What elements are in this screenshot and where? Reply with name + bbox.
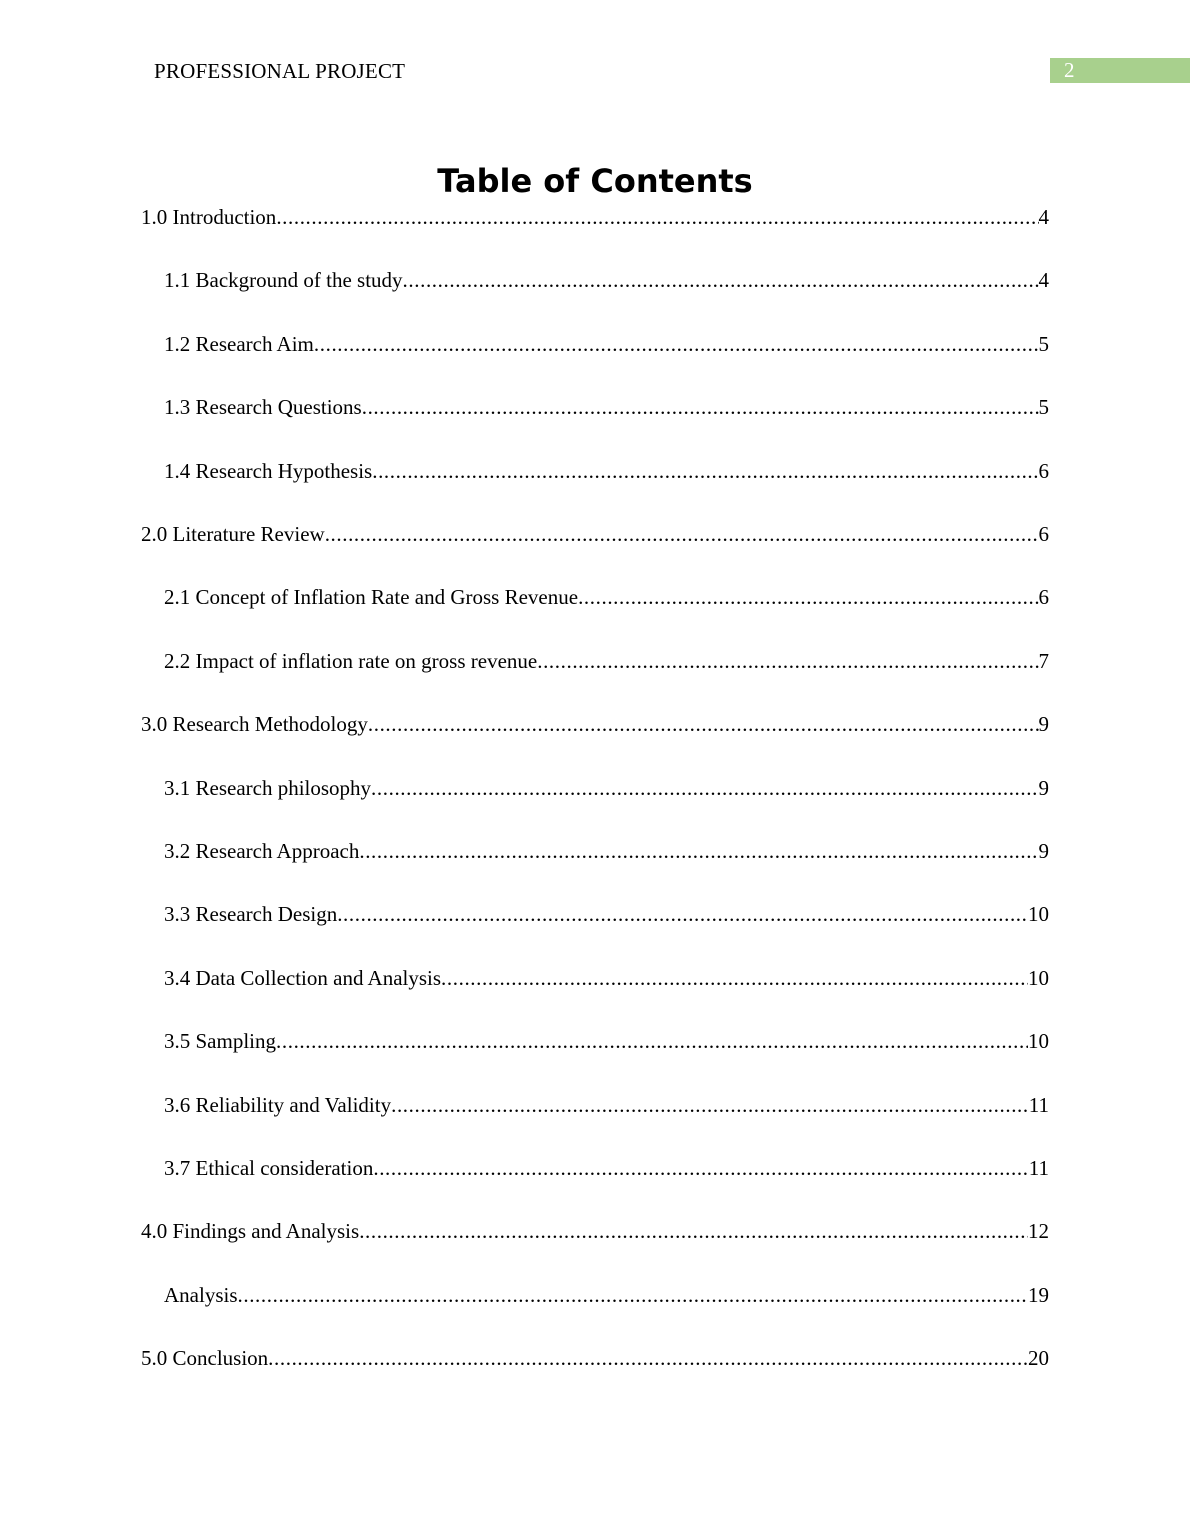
toc-entry-label: 3.6 Reliability and Validity <box>164 1093 392 1117</box>
toc-entry-page: 10 <box>1028 1029 1049 1053</box>
toc-entry[interactable] <box>0 1279 1190 1311</box>
toc-dot-leader <box>403 264 1039 296</box>
toc-entry-page: 4 <box>1038 205 1049 229</box>
toc-entry-label: 3.7 Ethical consideration <box>164 1156 374 1180</box>
toc-entry-label: 1.2 Research Aim <box>164 332 314 356</box>
toc-dot-leader <box>441 962 1028 994</box>
toc-dot-leader <box>359 1215 1028 1247</box>
toc-entry[interactable] <box>0 455 1190 487</box>
toc-entry-page: 6 <box>1038 522 1049 546</box>
toc-entry-page: 11 <box>1028 1093 1049 1117</box>
page-number: 2 <box>1064 58 1075 82</box>
toc-entry[interactable] <box>0 772 1190 804</box>
toc-dot-leader <box>391 1089 1029 1121</box>
toc-entry-label: 2.2 Impact of inflation rate on gross revenue <box>164 649 538 673</box>
toc-entry-page: 11 <box>1028 1156 1049 1180</box>
toc-entry[interactable] <box>0 1025 1190 1057</box>
toc-entry-label: 3.4 Data Collection and Analysis <box>164 966 442 990</box>
toc-dot-leader <box>337 898 1028 930</box>
toc-entry-label: 3.1 Research philosophy <box>164 776 372 800</box>
toc-entry-label: 3.5 Sampling <box>164 1029 277 1053</box>
toc-entry[interactable] <box>0 898 1190 930</box>
toc-entry[interactable] <box>0 581 1190 613</box>
toc-entry-label: 2.1 Concept of Inflation Rate and Gross Revenue <box>164 585 579 609</box>
toc-entry-page: 20 <box>1028 1346 1049 1370</box>
toc-entry-page: 9 <box>1038 712 1049 736</box>
toc-dot-leader <box>268 1342 1028 1374</box>
toc-dot-leader <box>537 645 1038 677</box>
toc-entry-page: 9 <box>1038 839 1049 863</box>
toc-entry-label: 2.0 Literature Review <box>141 522 325 546</box>
toc-entry[interactable] <box>0 391 1190 423</box>
toc-entry[interactable] <box>0 708 1190 740</box>
toc-entry-page: 10 <box>1028 902 1049 926</box>
toc-dot-leader <box>359 835 1038 867</box>
toc-entry[interactable] <box>0 962 1190 994</box>
toc-dot-leader <box>314 328 1039 360</box>
toc-entry-page: 6 <box>1038 585 1049 609</box>
toc-entry-label: 1.1 Background of the study <box>164 268 403 292</box>
toc-entry[interactable] <box>0 518 1190 550</box>
toc-entry-label: 1.0 Introduction <box>141 205 277 229</box>
toc-entry[interactable] <box>0 1342 1190 1374</box>
toc-entry-page: 5 <box>1038 395 1049 419</box>
toc-entry-label: 4.0 Findings and Analysis <box>141 1219 360 1243</box>
toc-dot-leader <box>373 1152 1028 1184</box>
toc-dot-leader <box>276 1025 1028 1057</box>
toc-dot-leader <box>372 455 1038 487</box>
toc-entry[interactable] <box>0 264 1190 296</box>
running-head: PROFESSIONAL PROJECT <box>154 59 406 83</box>
toc-entry-page: 9 <box>1038 776 1049 800</box>
toc-entry[interactable] <box>0 201 1190 233</box>
toc-entry[interactable] <box>0 1152 1190 1184</box>
toc-dot-leader <box>578 581 1038 613</box>
toc-entry-page: 19 <box>1028 1283 1049 1307</box>
toc-dot-leader <box>362 391 1039 423</box>
toc-entry-page: 6 <box>1038 459 1049 483</box>
toc-entry-page: 7 <box>1038 649 1049 673</box>
toc-title: Table of Contents <box>437 162 753 200</box>
toc-entry-label: 1.4 Research Hypothesis <box>164 459 373 483</box>
toc-entry[interactable] <box>0 1215 1190 1247</box>
toc-entry[interactable] <box>0 645 1190 677</box>
toc-entry-label: Analysis <box>164 1283 238 1307</box>
toc-entry-label: 3.0 Research Methodology <box>141 712 368 736</box>
toc-entry-page: 12 <box>1028 1219 1049 1243</box>
toc-entry-label: 3.2 Research Approach <box>164 839 360 863</box>
toc-entry-label: 3.3 Research Design <box>164 902 338 926</box>
toc-entry[interactable] <box>0 328 1190 360</box>
toc-dot-leader <box>368 708 1039 740</box>
toc-entry-label: 5.0 Conclusion <box>141 1346 269 1370</box>
toc-dot-leader <box>371 772 1038 804</box>
page-number-badge <box>1050 58 1190 83</box>
page-header <box>0 58 1190 84</box>
toc-entry-page: 10 <box>1028 966 1049 990</box>
toc-dot-leader <box>238 1279 1029 1311</box>
toc-entry[interactable] <box>0 1089 1190 1121</box>
toc-entry-page: 5 <box>1038 332 1049 356</box>
toc-entry-label: 1.3 Research Questions <box>164 395 362 419</box>
toc-entry[interactable] <box>0 835 1190 867</box>
toc-dot-leader <box>276 201 1038 233</box>
toc-entry-page: 4 <box>1038 268 1049 292</box>
toc-dot-leader <box>325 518 1039 550</box>
